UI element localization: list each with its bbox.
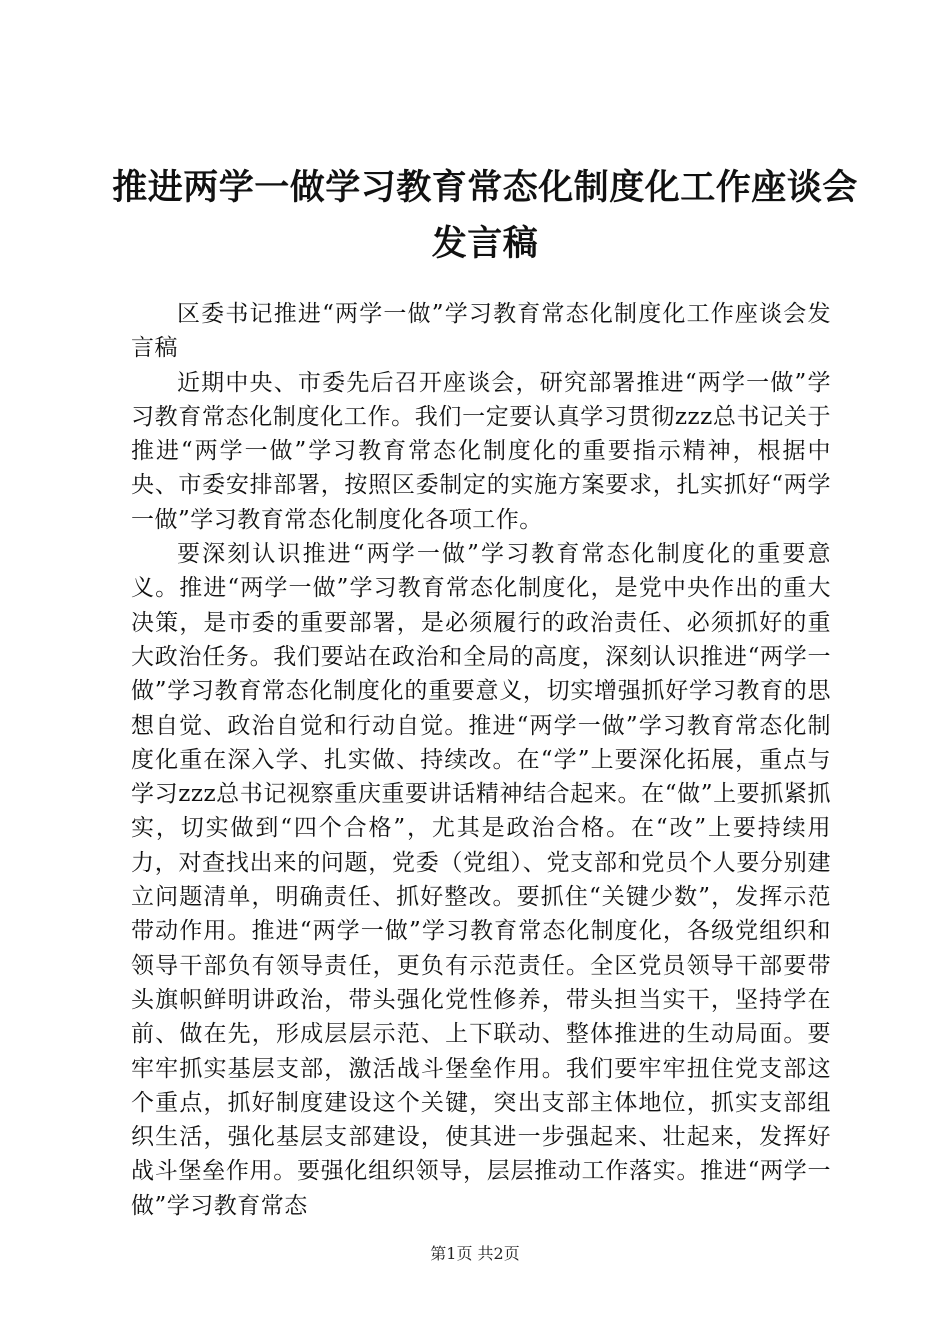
document-title: 推进两学一做学习教育常态化制度化工作座谈会发言稿 [112, 168, 858, 264]
paragraph-significance: 要深刻认识推进“两学一做”学习教育常态化制度化的重要意义。推进“两学一做”学习教育常态化制度化，是党中央作出的重大决策，是市委的重要部署，是必须履行的政治责任、必须抓好的重大政治任务。我们要站在政治和全局的高度，深刻认识推进“两学一做”学习教育常态化制度化的重要意义，切实增强抓好学习教育的思想自觉、政治自觉和行动自觉。推进“两学一做”学习教育常态化制度化重在深入学、扎实做、持续改。在“学”上要深化拓展，重点与学习zzz总书记视察重庆重要讲话精神结合起来。在“做”上要抓紧抓实，切实做到“四个合格”，尤其是政治合格。在“改”上要持续用力，对查找出来的问题，党委（党组）、党支部和党员个人要分别建立问题清单，明确责任、抓好整改。要抓住“关键少数”，发挥示范带动作用。推进“两学一做”学习教育常态化制度化，各级党组织和领导干部负有领导责任，更负有示范责任。全区党员领导干部要带头旗帜鲜明讲政治，带头强化党性修养，带头担当实干，坚持学在前、做在先，形成层层示范、上下联动、整体推进的生动局面。要牢牢抓实基层支部，激活战斗堡垒作用。我们要牢牢扭住党支部这个重点，抓好制度建设这个关键，突出支部主体地位，抓实支部组织生活，强化基层支部建设，使其进一步强起来、壮起来，发挥好战斗堡垒作用。要强化组织领导，层层推动工作落实。推进“两学一做”学习教育常态 [131, 541, 831, 1219]
paragraph-intro: 近期中央、市委先后召开座谈会，研究部署推进“两学一做”学习教育常态化制度化工作。我们一定要认真学习贯彻zzz总书记关于推进“两学一做”学习教育常态化制度化的重要指示精神，根据中央、市委安排部署，按照区委制定的实施方案要求，扎实抓好“两学一做”学习教育常态化制度化各项工作。 [131, 369, 831, 533]
document-body [131, 297, 831, 1223]
paragraph-subtitle: 区委书记推进“两学一做”学习教育常态化制度化工作座谈会发言稿 [131, 301, 831, 362]
page-number: 第1页 共2页 [430, 1244, 520, 1263]
